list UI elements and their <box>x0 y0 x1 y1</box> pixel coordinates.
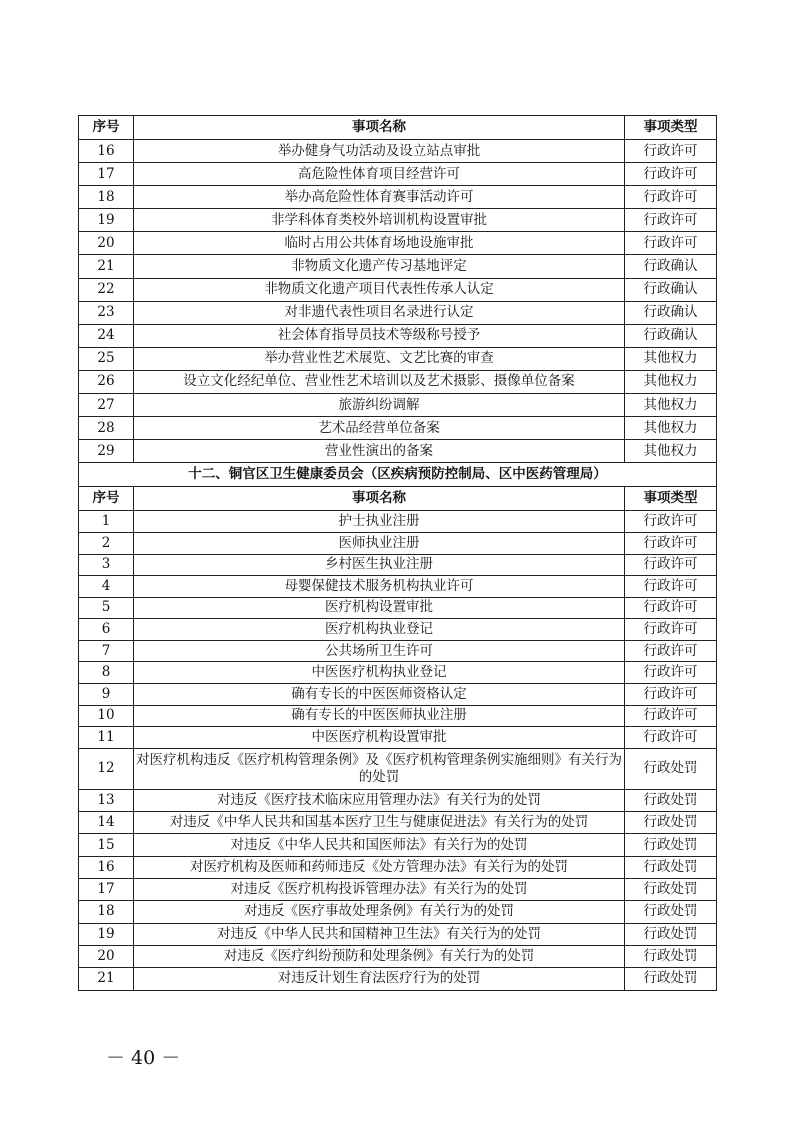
row-number: 11 <box>79 727 134 749</box>
header-type: 事项类型 <box>625 116 717 140</box>
item-name: 非物质文化遗产项目代表性传承人认定 <box>134 278 625 301</box>
item-type: 行政许可 <box>625 554 717 576</box>
page-number: － 40 － <box>106 1047 181 1069</box>
item-type: 行政确认 <box>625 324 717 347</box>
item-name: 确有专长的中医医师执业注册 <box>134 705 625 727</box>
item-type: 行政许可 <box>625 705 717 727</box>
row-number: 22 <box>79 278 134 301</box>
table-row <box>79 347 717 370</box>
item-type: 行政许可 <box>625 576 717 598</box>
row-number: 18 <box>79 901 134 923</box>
item-name: 医疗机构设置审批 <box>134 597 625 619</box>
item-name: 中医医疗机构设置审批 <box>134 727 625 749</box>
item-name: 公共场所卫生许可 <box>134 640 625 662</box>
table-row <box>79 554 717 576</box>
item-type: 行政处罚 <box>625 789 717 811</box>
item-type: 行政确认 <box>625 301 717 324</box>
item-type: 行政许可 <box>625 209 717 232</box>
item-type: 其他权力 <box>625 347 717 370</box>
table-row <box>79 945 717 967</box>
row-number: 2 <box>79 532 134 554</box>
table-row <box>79 684 717 706</box>
table-row <box>79 278 717 301</box>
item-type: 行政处罚 <box>625 856 717 878</box>
header-type: 事项类型 <box>625 487 717 511</box>
row-number: 15 <box>79 834 134 856</box>
item-type: 其他权力 <box>625 394 717 417</box>
row-number: 16 <box>79 140 134 163</box>
row-number: 24 <box>79 324 134 347</box>
table-row <box>79 968 717 990</box>
item-type: 行政许可 <box>625 532 717 554</box>
table-row <box>79 324 717 347</box>
item-type: 行政处罚 <box>625 748 717 789</box>
table-row <box>79 901 717 923</box>
table-row <box>79 834 717 856</box>
row-number: 27 <box>79 394 134 417</box>
table-row <box>79 209 717 232</box>
row-number: 4 <box>79 576 134 598</box>
table-row <box>79 705 717 727</box>
item-name: 旅游纠纷调解 <box>134 394 625 417</box>
table-row <box>79 856 717 878</box>
row-number: 28 <box>79 417 134 440</box>
row-number: 12 <box>79 748 134 789</box>
item-type: 行政确认 <box>625 278 717 301</box>
table-row <box>79 255 717 278</box>
table-row <box>79 140 717 163</box>
item-type: 行政许可 <box>625 163 717 186</box>
item-name: 对违反《中华人民共和国医师法》有关行为的处罚 <box>134 834 625 856</box>
item-type: 行政许可 <box>625 186 717 209</box>
item-name: 对违反《中华人民共和国基本医疗卫生与健康促进法》有关行为的处罚 <box>134 812 625 834</box>
item-type: 其他权力 <box>625 440 717 463</box>
item-name: 对违反《中华人民共和国精神卫生法》有关行为的处罚 <box>134 923 625 945</box>
item-name: 对违反《医疗机构投诉管理办法》有关行为的处罚 <box>134 879 625 901</box>
table-header-row <box>79 487 717 511</box>
item-type: 行政许可 <box>625 684 717 706</box>
row-number: 20 <box>79 232 134 255</box>
item-name: 医疗机构执业登记 <box>134 619 625 641</box>
row-number: 13 <box>79 789 134 811</box>
item-name: 营业性演出的备案 <box>134 440 625 463</box>
row-number: 19 <box>79 209 134 232</box>
item-name: 高危险性体育项目经营许可 <box>134 163 625 186</box>
section-title: 十二、铜官区卫生健康委员会（区疾病预防控制局、区中医药管理局） <box>79 463 717 487</box>
item-type: 其他权力 <box>625 417 717 440</box>
table-row <box>79 440 717 463</box>
item-name: 护士执业注册 <box>134 511 625 533</box>
row-number: 7 <box>79 640 134 662</box>
section-title-row <box>79 463 717 487</box>
item-name: 母婴保健技术服务机构执业许可 <box>134 576 625 598</box>
item-type: 其他权力 <box>625 370 717 393</box>
item-type: 行政处罚 <box>625 812 717 834</box>
table-row <box>79 662 717 684</box>
table-row <box>79 301 717 324</box>
item-name: 设立文化经纪单位、营业性艺术培训以及艺术摄影、摄像单位备案 <box>134 370 625 393</box>
table-row <box>79 163 717 186</box>
row-number: 21 <box>79 255 134 278</box>
item-type: 行政确认 <box>625 255 717 278</box>
row-number: 6 <box>79 619 134 641</box>
item-type: 行政许可 <box>625 597 717 619</box>
item-name: 对违反计划生育法医疗行为的处罚 <box>134 968 625 990</box>
item-name: 非物质文化遗产传习基地评定 <box>134 255 625 278</box>
row-number: 21 <box>79 968 134 990</box>
row-number: 1 <box>79 511 134 533</box>
table-row <box>79 232 717 255</box>
item-type: 行政许可 <box>625 640 717 662</box>
item-name: 举办营业性艺术展览、文艺比赛的审查 <box>134 347 625 370</box>
item-name: 对违反《医疗技术临床应用管理办法》有关行为的处罚 <box>134 789 625 811</box>
item-type: 行政处罚 <box>625 901 717 923</box>
row-number: 26 <box>79 370 134 393</box>
item-name: 艺术品经营单位备案 <box>134 417 625 440</box>
table-row <box>79 640 717 662</box>
header-no: 序号 <box>79 116 134 140</box>
item-name: 社会体育指导员技术等级称号授予 <box>134 324 625 347</box>
table-row <box>79 511 717 533</box>
row-number: 14 <box>79 812 134 834</box>
table-row <box>79 879 717 901</box>
table-row <box>79 748 717 789</box>
header-name: 事项名称 <box>134 487 625 511</box>
item-name: 对违反《医疗事故处理条例》有关行为的处罚 <box>134 901 625 923</box>
table-header-row <box>79 116 717 140</box>
table-row <box>79 576 717 598</box>
item-name: 临时占用公共体育场地设施审批 <box>134 232 625 255</box>
item-type: 行政许可 <box>625 662 717 684</box>
row-number: 3 <box>79 554 134 576</box>
item-type: 行政处罚 <box>625 945 717 967</box>
table-row <box>79 812 717 834</box>
table-row <box>79 619 717 641</box>
table-row <box>79 370 717 393</box>
table-row <box>79 532 717 554</box>
table-row <box>79 417 717 440</box>
item-type: 行政许可 <box>625 727 717 749</box>
table-row <box>79 597 717 619</box>
item-type: 行政处罚 <box>625 923 717 945</box>
row-number: 18 <box>79 186 134 209</box>
header-name: 事项名称 <box>134 116 625 140</box>
table-row <box>79 789 717 811</box>
row-number: 10 <box>79 705 134 727</box>
row-number: 25 <box>79 347 134 370</box>
item-type: 行政处罚 <box>625 968 717 990</box>
item-name: 举办健身气功活动及设立站点审批 <box>134 140 625 163</box>
row-number: 23 <box>79 301 134 324</box>
item-type: 行政处罚 <box>625 834 717 856</box>
item-name: 中医医疗机构执业登记 <box>134 662 625 684</box>
item-name: 对医疗机构及医师和药师违反《处方管理办法》有关行为的处罚 <box>134 856 625 878</box>
power-list-table <box>78 115 717 991</box>
row-number: 17 <box>79 879 134 901</box>
table-row <box>79 727 717 749</box>
item-name: 对非遗代表性项目名录进行认定 <box>134 301 625 324</box>
row-number: 16 <box>79 856 134 878</box>
header-no: 序号 <box>79 487 134 511</box>
item-name: 医师执业注册 <box>134 532 625 554</box>
table-row <box>79 186 717 209</box>
item-type: 行政许可 <box>625 619 717 641</box>
table-row <box>79 923 717 945</box>
row-number: 5 <box>79 597 134 619</box>
item-name: 乡村医生执业注册 <box>134 554 625 576</box>
item-type: 行政许可 <box>625 511 717 533</box>
row-number: 9 <box>79 684 134 706</box>
item-name: 对医疗机构违反《医疗机构管理条例》及《医疗机构管理条例实施细则》有关行为的处罚 <box>134 748 625 789</box>
row-number: 8 <box>79 662 134 684</box>
item-name: 举办高危险性体育赛事活动许可 <box>134 186 625 209</box>
item-name: 非学科体育类校外培训机构设置审批 <box>134 209 625 232</box>
item-type: 行政许可 <box>625 140 717 163</box>
row-number: 29 <box>79 440 134 463</box>
item-type: 行政处罚 <box>625 879 717 901</box>
row-number: 17 <box>79 163 134 186</box>
row-number: 20 <box>79 945 134 967</box>
table-row <box>79 394 717 417</box>
row-number: 19 <box>79 923 134 945</box>
item-name: 对违反《医疗纠纷预防和处理条例》有关行为的处罚 <box>134 945 625 967</box>
item-name: 确有专长的中医医师资格认定 <box>134 684 625 706</box>
item-type: 行政许可 <box>625 232 717 255</box>
